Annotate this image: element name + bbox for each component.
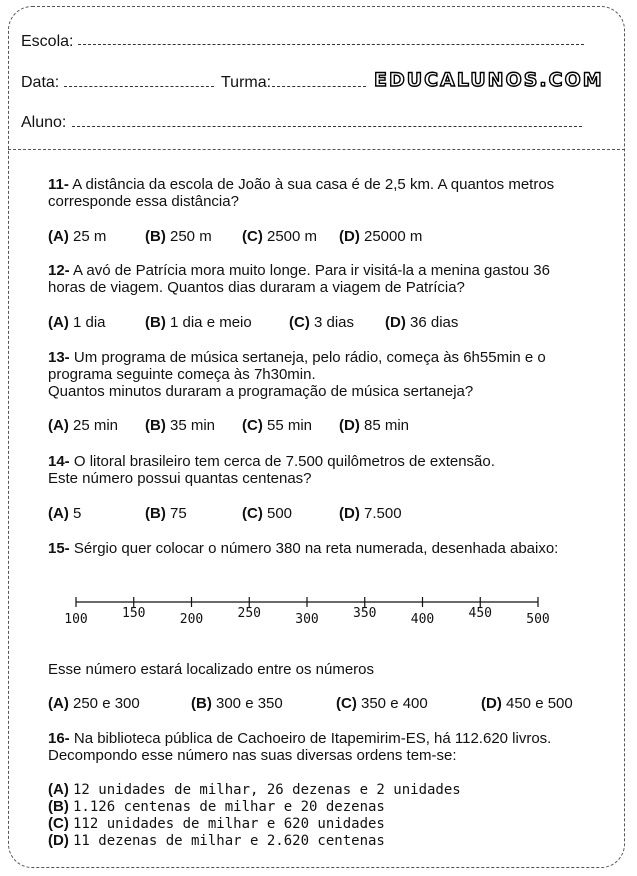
number-line: [55, 590, 555, 635]
q12-option-a[interactable]: (A) 1 dia: [48, 314, 106, 331]
question-16: [48, 730, 551, 764]
question-text-line: Decompondo esse número nas suas diversas ordens tem-se:: [48, 747, 457, 764]
number-line-label: 400: [410, 612, 435, 627]
q16-option-b[interactable]: (B) 1.126 centenas de milhar e 20 dezenas: [48, 798, 385, 815]
class-field[interactable]: [272, 86, 366, 87]
question-number: 11-: [48, 176, 69, 193]
q13-option-c[interactable]: (C) 55 min: [242, 417, 313, 434]
header-separator: [8, 149, 625, 150]
question-text-line: programa seguinte começa às 7h30min.: [48, 366, 316, 383]
educalunos-logo: EDUCALUNOS.COM: [374, 69, 604, 91]
question-12: [48, 262, 550, 296]
student-field[interactable]: [72, 126, 582, 127]
q16-option-a[interactable]: (A) 12 unidades de milhar, 26 dezenas e 2 unidades: [48, 781, 461, 798]
q14-option-d[interactable]: (D) 7.500: [339, 505, 402, 522]
question-number: 13-: [48, 349, 70, 366]
question-14: [48, 453, 495, 487]
question-number: 16-: [48, 730, 70, 747]
q12-option-b[interactable]: (B) 1 dia e meio: [145, 314, 252, 331]
q15-option-c[interactable]: (C) 350 e 400: [336, 695, 428, 712]
question-text-line: Quantos minutos duraram a programação de música sertaneja?: [48, 383, 474, 400]
q13-option-d[interactable]: (D) 85 min: [339, 417, 410, 434]
question-text-line: O litoral brasileiro tem cerca de 7.500 quilômetros de extensão.: [73, 453, 495, 470]
school-label: Escola:: [21, 33, 74, 50]
date-label: Data:: [21, 74, 60, 91]
number-line-label: 150: [122, 606, 146, 621]
q14-option-c[interactable]: (C) 500: [242, 505, 293, 522]
q15-option-b[interactable]: (B) 300 e 350: [191, 695, 283, 712]
q13-option-b[interactable]: (B) 35 min: [145, 417, 216, 434]
date-field[interactable]: [64, 86, 214, 87]
question-text-line: A avó de Patrícia mora muito longe. Para ir visitá-la a menina gastou 36: [73, 262, 550, 279]
number-line-label: 300: [295, 612, 319, 627]
q12-option-c[interactable]: (C) 3 dias: [289, 314, 355, 331]
q16-option-c[interactable]: (C) 112 unidades de milhar e 620 unidades: [48, 815, 385, 832]
q11-option-d[interactable]: (D) 25000 m: [339, 228, 423, 245]
q13-option-a[interactable]: (A) 25 min: [48, 417, 119, 434]
q16-option-d[interactable]: (D) 11 dezenas de milhar e 2.620 centenas: [48, 832, 385, 849]
q12-option-d[interactable]: (D) 36 dias: [385, 314, 459, 331]
question-number: 15-: [48, 540, 70, 557]
question-text-line: horas de viagem. Quantos dias duraram a viagem de Patrícia?: [48, 279, 465, 296]
question-text-line: Na biblioteca pública de Cachoeiro de Itapemirim-ES, há 112.620 livros.: [73, 730, 552, 747]
question-text-line: Um programa de música sertaneja, pelo rádio, começa às 6h55min e o: [73, 349, 546, 366]
school-field[interactable]: [78, 44, 584, 45]
question-number: 14-: [48, 453, 70, 470]
question-15-follow-up: Esse número estará localizado entre os números: [48, 661, 375, 678]
question-text-line: A distância da escola de João à sua casa é de 2,5 km. A quantos metros: [72, 176, 555, 193]
student-label: Aluno:: [21, 114, 67, 131]
number-line-label: 250: [237, 606, 261, 621]
q15-option-d[interactable]: (D) 450 e 500: [481, 695, 573, 712]
number-line-label: 200: [179, 612, 204, 627]
number-line-label: 100: [64, 612, 88, 627]
q14-option-b[interactable]: (B) 75: [145, 505, 187, 522]
number-line-label: 450: [468, 606, 492, 621]
class-label: Turma:: [221, 74, 272, 91]
q11-option-a[interactable]: (A) 25 m: [48, 228, 107, 245]
q11-option-c[interactable]: (C) 2500 m: [242, 228, 318, 245]
number-line-label: 350: [353, 606, 377, 621]
q14-option-a[interactable]: (A) 5: [48, 505, 82, 522]
question-text-line: Este número possui quantas centenas?: [48, 470, 312, 487]
q15-option-a[interactable]: (A) 250 e 300: [48, 695, 140, 712]
question-text-line: corresponde essa distância?: [48, 193, 239, 210]
q11-option-b[interactable]: (B) 250 m: [145, 228, 212, 245]
question-15: [48, 540, 558, 557]
number-line-label: 500: [526, 612, 550, 627]
question-11: [48, 176, 554, 210]
question-number: 12-: [48, 262, 70, 279]
question-13: [48, 349, 546, 400]
question-text-line: Sérgio quer colocar o número 380 na reta numerada, desenhada abaixo:: [73, 540, 559, 557]
